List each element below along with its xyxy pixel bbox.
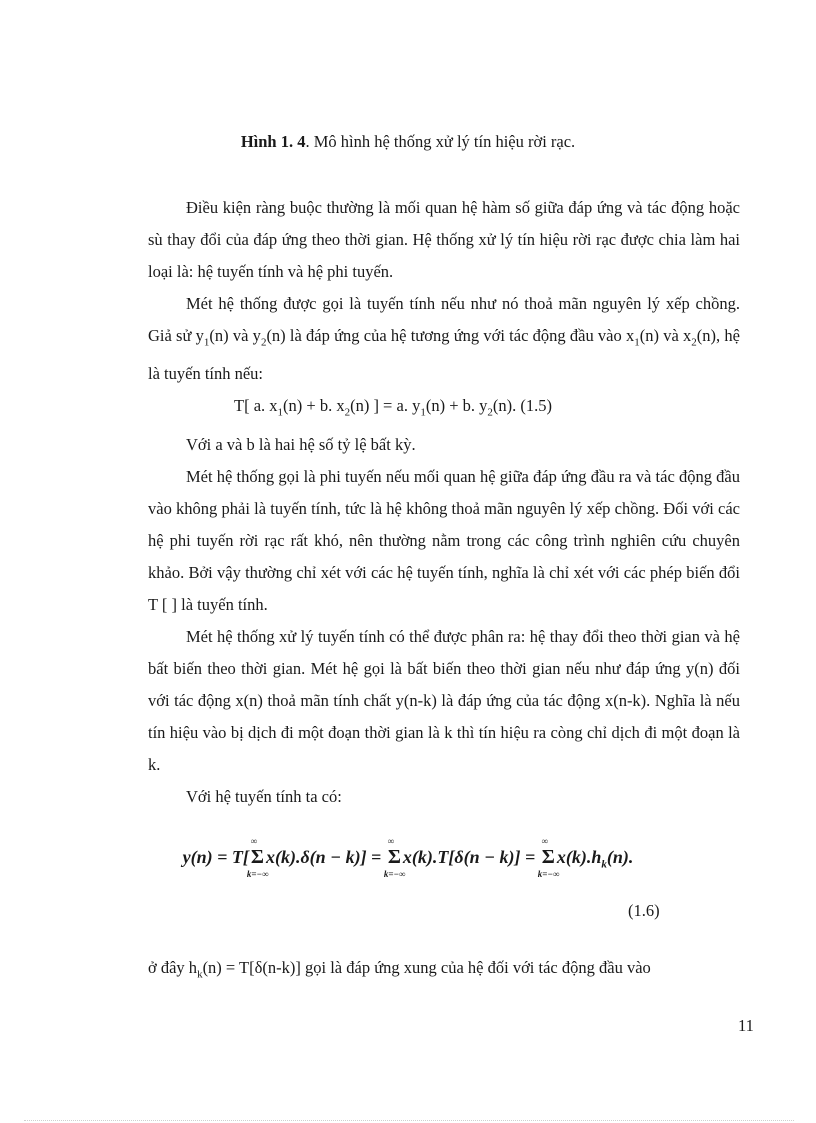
page-number: 11 [738, 1016, 754, 1035]
paragraph-4: Mét hệ thống gọi là phi tuyến nếu mối quan hệ giữa đáp ứng đầu ra và tác động đầu vào không phải là tuyến tính, tức là hệ không thoả mãn nguyên lý xếp chồng. Đối với các hệ phi tuyến rời rạc rất khó, nên thường nằm trong các công trình nghiên cứu chuyên khảo. Bởi vậy thường chỉ xét với các hệ tuyến tính, nghĩa là chỉ xét với các phép biến đổi T [ ] là tuyến tính. [148, 466, 740, 614]
paragraph-6: Với hệ tuyến tính ta có: [186, 786, 342, 806]
paragraph-2: Mét hệ thống được gọi là tuyến tính nếu như nó thoả mãn nguyên lý xếp chồng. Giả sử $y_1(n)$ và $y_2(n)$ là đáp ứng của hệ tương ứng với tác động đầu vào $x_1(n)$ và $x_2(n)$, hệ là tuyến tính nếu: [148, 294, 740, 384]
equation-1-6: y(n) = T[ Σ ∞ k=−∞ x(k).δ(n − k)] = Σ ∞ k=−∞ x(k).T[δ(n − k)] = Σ ∞ k=−∞ $x(k).h_k(n)$. [182, 836, 634, 879]
figure-label: Hình 1. 4 [240, 132, 306, 151]
sum-symbol: Σ ∞ k=−∞ [246, 836, 269, 879]
last-line: ở đây $h_k(n) = T[\delta(n-k)]$ gọi là đáp ứng xung của hệ đối với tác động đầu vào [148, 958, 651, 981]
equation-number: (1.6) [628, 901, 660, 920]
page-footer-divider [24, 1120, 794, 1121]
paragraph-3: Với a và b là hai hệ số tỷ lệ bất kỳ. [186, 434, 416, 454]
figure-caption [0, 132, 816, 152]
equation-1-5: T[ a. $x_1(n) + b$. $x_2(n)$ ] = a. $y_1(n) + b$. $y_2(n)$. (1.5) [234, 396, 552, 419]
figure-caption-text: . Mô hình hệ thống xử lý tín hiệu rời rạc. [305, 132, 576, 151]
paragraph-1: Điều kiện ràng buộc thường là mối quan hệ hàm số giữa đáp ứng và tác động hoặc sù thay đổi của đáp ứng theo thời gian. Hệ thống xử lý tín hiệu rời rạc được chia làm hai loại là: hệ tuyến tính và hệ phi tuyến. [148, 198, 740, 281]
sum-symbol: Σ ∞ k=−∞ [537, 836, 560, 879]
body-text [148, 192, 740, 813]
sum-symbol: Σ ∞ k=−∞ [383, 836, 406, 879]
paragraph-5: Mét hệ thống xử lý tuyến tính có thể được phân ra: hệ thay đổi theo thời gian và hệ bất biến theo thời gian. Mét hệ gọi là bất biến theo thời gian nếu như đáp ứng y(n) đối với tác động x(n) thoả mãn tính chất y(n-k) là đáp ứng của tác động x(n-k). Nghĩa là nếu tín hiệu vào bị dịch đi một đoạn thời gian là k thì tín hiệu ra còng chỉ dịch đi một đoạn là k. [148, 626, 740, 774]
